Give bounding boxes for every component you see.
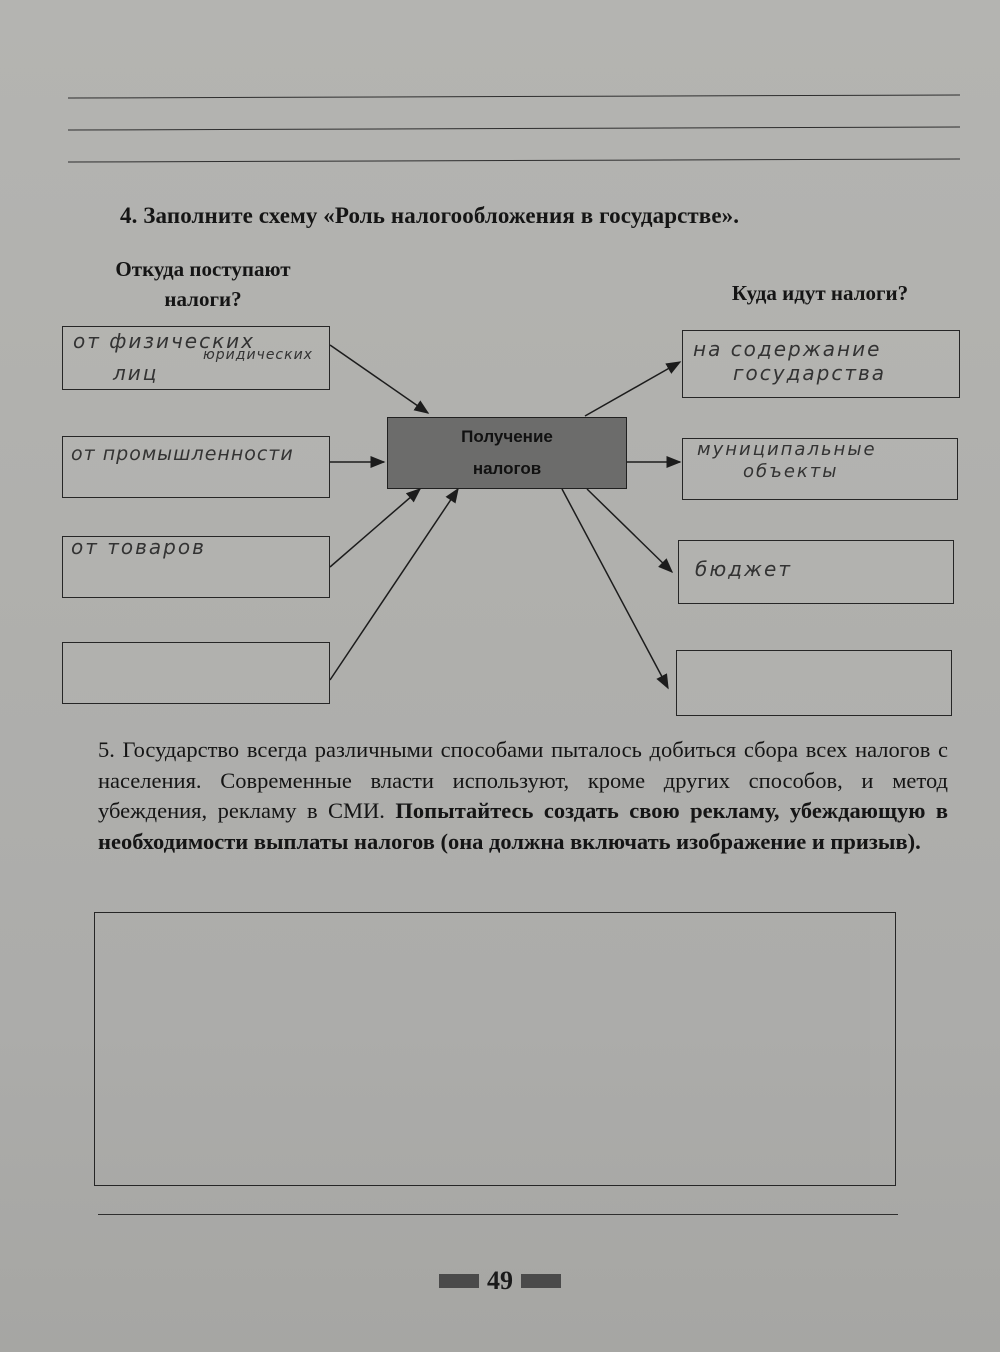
destination-box-1[interactable]	[682, 330, 960, 398]
destination-text-2b: объекты	[743, 461, 839, 482]
source-box-1[interactable]	[62, 326, 330, 390]
source-text-1: от физических	[73, 329, 256, 353]
page-number	[430, 1264, 570, 1298]
source-box-3[interactable]	[62, 536, 330, 598]
center-label: Получение налогов	[461, 427, 553, 478]
left-question: Откуда поступают налоги?	[115, 257, 291, 311]
page-number-bar-left	[439, 1274, 479, 1288]
destination-box-3[interactable]	[678, 540, 954, 604]
destination-box-2[interactable]	[682, 438, 958, 500]
page-number-text: 49	[487, 1266, 513, 1295]
destination-text-1b: государства	[733, 361, 887, 385]
right-question: Куда идут налоги?	[731, 281, 909, 305]
destination-box-4[interactable]	[676, 650, 952, 716]
source-insert-1: юридических	[203, 347, 313, 363]
task5-normal: 5. Государство всегда различными способами пыталось добиться сбора всех налогов с населения. Современные власти используют, кроме других способов, и метод убеждения, рекламу в СМИ.	[98, 737, 948, 823]
task5-bold: Попытайтесь создать свою рекламу, убеждающую в необходимости выплаты налогов (она должна включать изображение и призыв).	[98, 798, 949, 854]
source-text-2: от промышленности	[71, 443, 294, 465]
center-box	[387, 417, 627, 489]
ruled-line	[98, 1214, 898, 1215]
destination-text-2: муниципальные	[697, 439, 877, 460]
source-box-4[interactable]	[62, 642, 330, 704]
source-text-1b: лиц	[113, 361, 159, 385]
task5-text	[98, 735, 948, 857]
destination-text-1: на содержание	[693, 337, 882, 361]
page-number-bar-right	[521, 1274, 561, 1288]
source-box-2[interactable]	[62, 436, 330, 498]
advertisement-box[interactable]	[94, 912, 896, 1186]
destination-text-3: бюджет	[695, 557, 792, 581]
source-text-3: от товаров	[71, 535, 206, 559]
task4-heading: 4. Заполните схему «Роль налогообложения в государстве».	[120, 203, 740, 228]
